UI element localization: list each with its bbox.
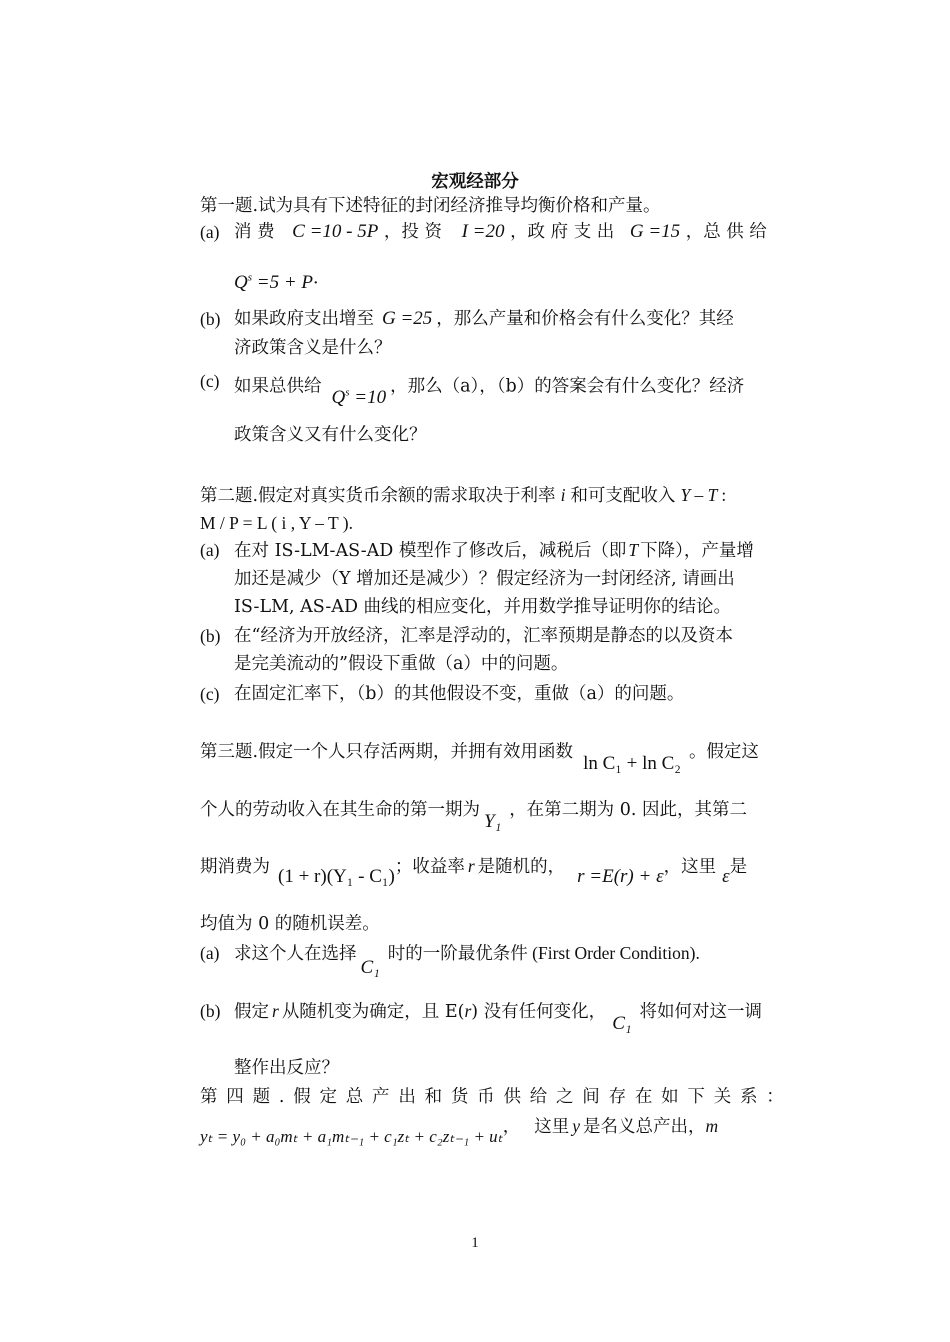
q4-heading-char: 供 (503, 1087, 521, 1107)
q1-a-label: (a) (200, 222, 220, 242)
q4-heading-char: 存 (608, 1087, 627, 1107)
output-equation: yₜ = y₀ + a₀mₜ + a₁mₜ₋₁ + c₁zₜ + c₂zₜ₋₁ + uₜ (200, 1127, 503, 1146)
q1-c-label: (c) (200, 371, 220, 391)
q4-heading-char: 如 (661, 1087, 679, 1107)
income-symbol: Y₁ (484, 811, 502, 832)
q1-a-line2: $Q^s =5 + P\cdot$ (234, 272, 319, 294)
q3-b-label: (b) (200, 1001, 221, 1021)
q4-heading-char: 关 (713, 1087, 732, 1107)
second-period-consumption: (1 + r)(Y₁ - C₁) (278, 866, 395, 887)
q3-a-line1: 求这个人在选择C₁时的一阶最优条件 (First Order Condition). (234, 943, 700, 978)
q1-c-line1: 如果总供给$Q^s =10$，那么（a），（b）的答案会有什么变化？经济 (234, 376, 745, 409)
q1-heading: 第一题.试为具有下述特征的封闭经济推导均衡价格和产量。 (200, 196, 661, 216)
q4-heading-char: 出 (398, 1087, 416, 1107)
q4-heading-char: 系 (739, 1087, 758, 1107)
money-demand-equation: M / P = L ( i , Y – T ). (200, 513, 353, 533)
q1-a-line1: 消 费 C =10 - 5P ，投 资 I =20 ，政 府 支 出 G =15 ，总 供 给 (234, 221, 767, 242)
utility-function: ln C₁ + ln C₂ (583, 753, 681, 774)
q4-heading-char: 货 (450, 1087, 469, 1107)
q4-heading-char: 之 (556, 1087, 574, 1107)
q4-heading-char: 第 (200, 1087, 218, 1107)
supply-formula: $Q^s =5 + P$ (234, 272, 314, 294)
q2-a-line2: 加还是减少（Y 增加还是减少）？假定经济为一封闭经济, 请画出 (234, 569, 735, 589)
q4-heading (200, 1084, 784, 1110)
q4-heading-char: ： (766, 1087, 784, 1107)
q1-b-line1: 如果政府支出增至 G =25 ，那么产量和价格会有什么变化？其经 (234, 308, 734, 329)
q4-heading-char: 币 (477, 1087, 495, 1107)
q2-a-line3: IS-LM, AS-AD 曲线的相应变化，并用数学推导证明你的结论。 (234, 597, 732, 617)
consumption-formula: C =10 - 5P (292, 221, 379, 242)
q4-heading-char: 假 (293, 1087, 311, 1107)
q3-b-line2: 整作出反应？ (234, 1058, 339, 1078)
q4-heading-char: 产 (372, 1087, 390, 1107)
q4-heading-char: 给 (529, 1087, 548, 1107)
page-title: 宏观经部分 (431, 172, 519, 192)
q1-b-label: (b) (200, 309, 221, 329)
investment-formula: I =20 (461, 221, 505, 242)
q2-b-label: (b) (200, 626, 221, 646)
q2-c-line1: 在固定汇率下，（b）的其他假设不变，重做（a）的问题。 (234, 684, 685, 704)
q4-heading-char: 和 (424, 1087, 443, 1107)
fixed-supply-formula: $Q^s =10$ (331, 387, 387, 409)
government-spending-formula: G =25 (382, 308, 433, 329)
q2-b-line1: 在“经济为开放经济，汇率是浮动的，汇率预期是静态的以及资本 (234, 626, 733, 646)
q2-b-line2: 是完美流动的”假设下重做（a）中的问题。 (234, 654, 569, 674)
q3-a-label: (a) (200, 943, 220, 963)
page-number: 1 (471, 1235, 479, 1251)
q3-line3: 期消费为 (1 + r)(Y₁ - C₁)；收益率 r 是随机的， r =E(r) + ε，这里 ε是 (200, 856, 748, 887)
q1-b-line2: 济政策含义是什么？ (234, 338, 392, 358)
q4-heading-char: 总 (345, 1087, 364, 1107)
q2-heading: 第二题.假定对真实货币余额的需求取决于利率 i 和可支配收入 Y – T : (200, 485, 727, 506)
q4-heading-char: 在 (634, 1087, 653, 1107)
q2-a-line1: 在对 IS-LM-AS-AD 模型作了修改后，减税后（即 T 下降），产量增 (234, 540, 754, 561)
q3-b-line1: 假定 r 从随机变为确定，且 E(r) 没有任何变化，C₁将如何对这一调 (234, 1001, 762, 1034)
q4-line2: yₜ = y₀ + a₀mₜ + a₁mₜ₋₁ + c₁zₜ + c₂zₜ₋₁ + uₜ， 这里 y 是名义总产出，m (200, 1116, 719, 1146)
q3-line2: 个人的劳动收入在其生命的第一期为Y₁，在第二期为 0. 因此，其第二 (200, 800, 748, 832)
q3-line4: 均值为 0 的随机误差。 (200, 914, 380, 934)
government-formula: G =15 (629, 221, 681, 242)
q1-c-line2: 政策含义又有什么变化？ (234, 425, 427, 445)
q4-heading-char: 下 (687, 1087, 705, 1107)
q4-heading-char: 间 (582, 1087, 600, 1107)
q3-line1: 第三题.假定一个人只存活两期，并拥有效用函数ln C₁ + ln C₂。假定这 (200, 742, 759, 774)
q2-a-label: (a) (200, 540, 220, 560)
q2-c-label: (c) (200, 684, 220, 704)
q4-heading-char: 题 (252, 1087, 271, 1107)
q4-heading-char: 定 (319, 1087, 337, 1107)
return-equation: r =E(r) + ε (577, 866, 664, 887)
q4-heading-char: 四 (226, 1087, 244, 1107)
q4-heading-char: . (278, 1087, 285, 1107)
